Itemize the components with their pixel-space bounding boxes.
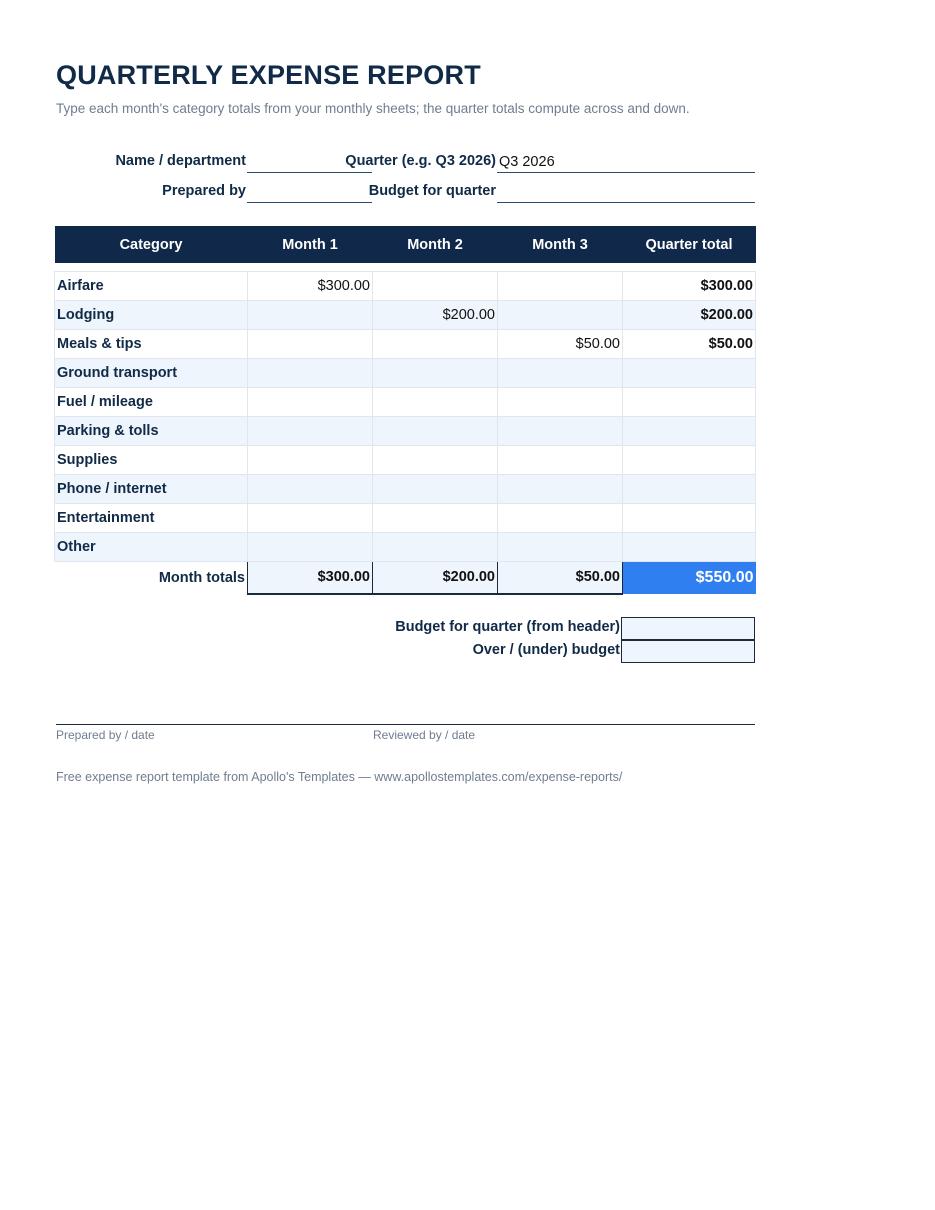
month-2-cell[interactable]: [373, 416, 498, 445]
quarter-total-cell: $200.00: [623, 300, 756, 329]
header-gap: [55, 263, 756, 271]
table-row: [55, 387, 756, 416]
month-2-cell[interactable]: [373, 329, 498, 358]
month-3-cell[interactable]: $50.00: [498, 329, 623, 358]
category-cell: Entertainment: [55, 503, 248, 532]
over-under-budget-label: Over / (under) budget: [472, 642, 620, 658]
signature-line: [56, 724, 755, 725]
quarter-total-cell: $50.00: [623, 329, 756, 358]
quarter-field[interactable]: Q3 2026: [497, 151, 755, 173]
table-row: [55, 358, 756, 387]
table-row: [55, 271, 756, 300]
quarter-label: Quarter (e.g. Q3 2026): [345, 153, 496, 169]
month-1-cell[interactable]: [248, 300, 373, 329]
quarter-total-cell: $300.00: [623, 271, 756, 300]
quarter-total-cell: [623, 532, 756, 561]
category-cell: Meals & tips: [55, 329, 248, 358]
month-2-cell[interactable]: [373, 503, 498, 532]
quarter-total-cell: [623, 503, 756, 532]
month-3-cell[interactable]: [498, 474, 623, 503]
month-3-cell[interactable]: [498, 445, 623, 474]
column-header-month-3: Month 3: [498, 226, 623, 263]
month-3-cell[interactable]: [498, 358, 623, 387]
month-2-cell[interactable]: [373, 445, 498, 474]
page-subtitle: Type each month's category totals from your monthly sheets; the quarter totals compute across and down.: [56, 101, 690, 116]
category-cell: Fuel / mileage: [55, 387, 248, 416]
month-1-cell[interactable]: [248, 532, 373, 561]
month-1-cell[interactable]: [248, 503, 373, 532]
month-3-total: $50.00: [498, 561, 623, 594]
page-title: QUARTERLY EXPENSE REPORT: [56, 60, 481, 90]
month-1-cell[interactable]: [248, 329, 373, 358]
month-3-cell[interactable]: [498, 416, 623, 445]
name-department-label: Name / department: [115, 153, 246, 169]
category-cell: Ground transport: [55, 358, 248, 387]
month-2-cell[interactable]: [373, 271, 498, 300]
table-row: [55, 532, 756, 561]
category-cell: Other: [55, 532, 248, 561]
column-header-quarter-total: Quarter total: [623, 226, 756, 263]
category-cell: Lodging: [55, 300, 248, 329]
reviewed-by-date-caption: Reviewed by / date: [373, 728, 476, 742]
month-totals-row: [55, 561, 756, 594]
quarter-total-cell: [623, 387, 756, 416]
month-2-cell[interactable]: [373, 474, 498, 503]
prepared-by-label: Prepared by: [162, 183, 246, 199]
quarter-total-cell: [623, 445, 756, 474]
table-row: [55, 474, 756, 503]
quarter-total-cell: [623, 474, 756, 503]
expense-table: [54, 226, 756, 595]
footer-credit: Free expense report template from Apollo's Templates — www.apollostemplates.com/expense-reports/: [56, 770, 623, 784]
month-1-cell[interactable]: [248, 416, 373, 445]
table-row: [55, 416, 756, 445]
category-cell: Parking & tolls: [55, 416, 248, 445]
month-2-cell[interactable]: [373, 358, 498, 387]
category-cell: Supplies: [55, 445, 248, 474]
budget-for-quarter-label: Budget for quarter: [368, 183, 496, 199]
quarter-total-cell: [623, 358, 756, 387]
table-row: [55, 329, 756, 358]
month-3-cell[interactable]: [498, 503, 623, 532]
month-3-cell[interactable]: [498, 387, 623, 416]
column-header-month-2: Month 2: [373, 226, 498, 263]
table-row: [55, 503, 756, 532]
column-header-month-1: Month 1: [248, 226, 373, 263]
month-3-cell[interactable]: [498, 271, 623, 300]
month-3-cell[interactable]: [498, 532, 623, 561]
month-1-cell[interactable]: $300.00: [248, 271, 373, 300]
budget-for-quarter-field[interactable]: [497, 181, 755, 203]
month-1-cell[interactable]: [248, 445, 373, 474]
table-row: [55, 300, 756, 329]
budget-from-header-label: Budget for quarter (from header): [395, 619, 620, 635]
month-totals-label: Month totals: [55, 561, 248, 594]
month-2-cell[interactable]: $200.00: [373, 300, 498, 329]
category-cell: Airfare: [55, 271, 248, 300]
column-header-category: Category: [55, 226, 248, 263]
quarter-total-cell: [623, 416, 756, 445]
month-1-cell[interactable]: [248, 387, 373, 416]
grand-total: $550.00: [623, 561, 756, 594]
month-1-cell[interactable]: [248, 474, 373, 503]
table-header-row: [55, 226, 756, 263]
over-under-budget-cell: [621, 640, 755, 663]
month-3-cell[interactable]: [498, 300, 623, 329]
budget-from-header-cell: [621, 617, 755, 640]
month-2-cell[interactable]: [373, 532, 498, 561]
month-1-cell[interactable]: [248, 358, 373, 387]
month-2-cell[interactable]: [373, 387, 498, 416]
prepared-by-date-caption: Prepared by / date: [56, 728, 155, 742]
table-row: [55, 445, 756, 474]
month-1-total: $300.00: [248, 561, 373, 594]
month-2-total: $200.00: [373, 561, 498, 594]
category-cell: Phone / internet: [55, 474, 248, 503]
